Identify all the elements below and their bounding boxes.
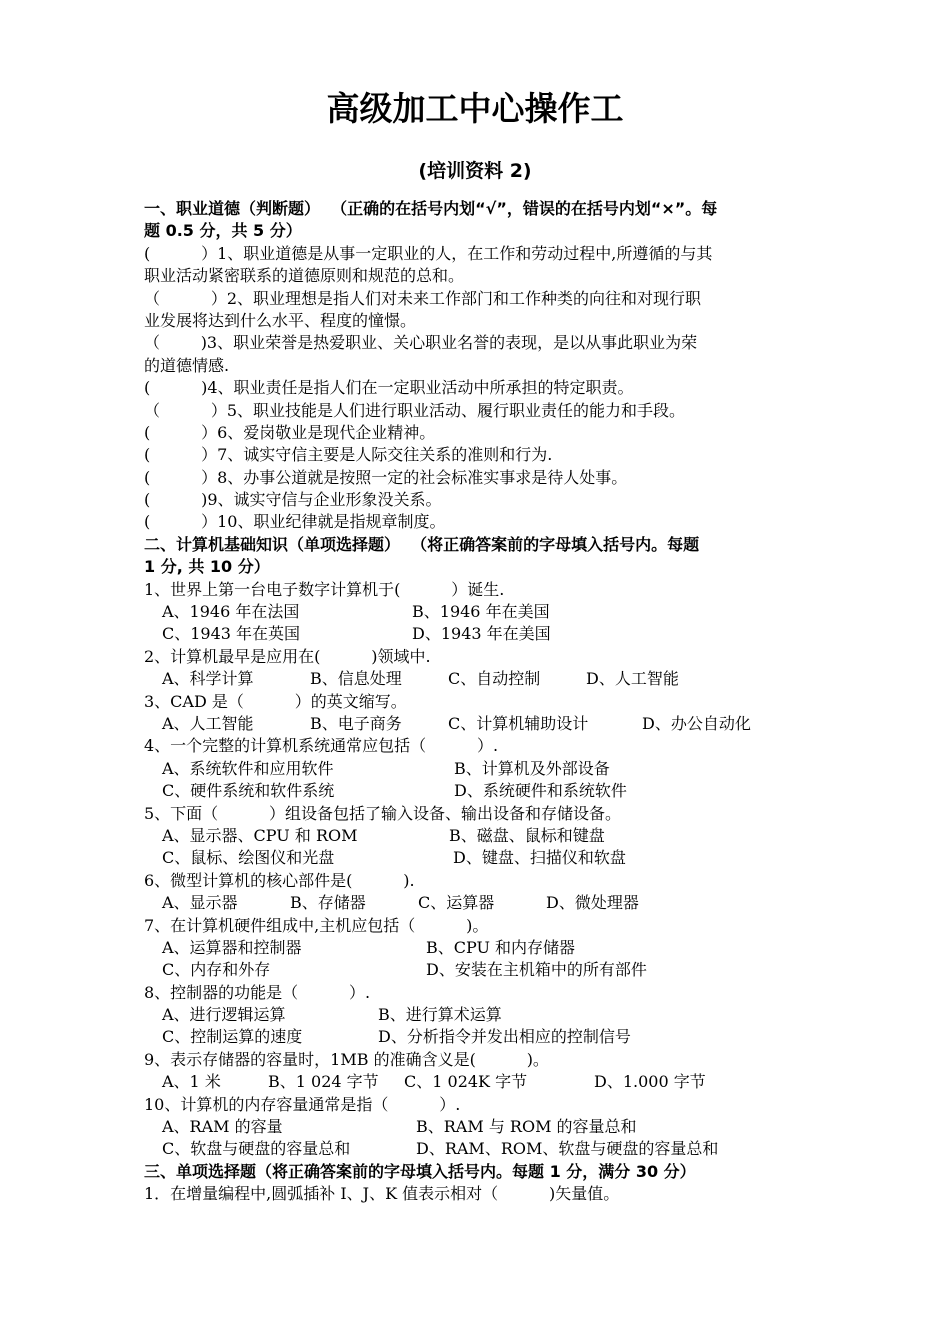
option-row [144, 1138, 812, 1160]
question-text: ( ）8、办事公道就是按照一定的社会标准实事求是待人处事。 [144, 467, 628, 487]
section-heading: 一、职业道德（判断题） （正确的在括号内划“√”，错误的在括号内划“×”。每 [144, 199, 718, 218]
document-body [144, 198, 812, 1206]
option-d: D、1943 年在美国 [412, 624, 551, 644]
option-c: C、1943 年在英国 [162, 624, 301, 644]
question-text: 7、在计算机硬件组成中,主机应包括（ )。 [144, 915, 489, 935]
option-c: C、硬件系统和软件系统 [162, 781, 335, 801]
option-c: C、运算器 [418, 893, 495, 913]
question-text: （ ）5、职业技能是人们进行职业活动、履行职业责任的能力和手段。 [144, 400, 686, 420]
option-a: A、显示器、CPU 和 ROM [162, 825, 358, 845]
option-b: B、RAM 与 ROM 的容量总和 [416, 1117, 637, 1137]
question-text: ( ）7、诚实守信主要是人际交往关系的准则和行为. [144, 445, 553, 465]
question-text: 10、计算机的内存容量通常是指（ ）. [144, 1094, 461, 1114]
option-row [144, 959, 812, 981]
option-c: C、自动控制 [448, 669, 541, 689]
option-d: D、分析指令并发出相应的控制信号 [378, 1027, 631, 1047]
option-c: C、计算机辅助设计 [448, 713, 589, 733]
option-d: D、办公自动化 [642, 713, 751, 733]
option-c: C、鼠标、绘图仪和光盘 [162, 848, 335, 868]
question-text: ( ）1、职业道德是从事一定职业的人，在工作和劳动过程中,所遵循的与其 [144, 243, 713, 263]
option-row [144, 1071, 812, 1093]
question-text: （ ）2、职业理想是指人们对未来工作部门和工作种类的向往和对现行职 [144, 288, 702, 308]
section-heading: 题 0.5 分，共 5 分） [144, 221, 302, 241]
option-a: A、1946 年在法国 [162, 602, 300, 622]
option-c: C、软盘与硬盘的容量总和 [162, 1139, 351, 1159]
document-title: 高级加工中心操作工 [326, 89, 624, 128]
option-d: D、1.000 字节 [594, 1072, 706, 1092]
option-b: B、计算机及外部设备 [454, 758, 610, 778]
option-a: A、运算器和控制器 [162, 937, 302, 957]
question-text: 的道德情感. [144, 355, 230, 375]
question-text: 业发展将达到什么水平、程度的憧憬。 [144, 310, 417, 330]
option-row [144, 1026, 812, 1048]
option-b: B、磁盘、鼠标和键盘 [449, 825, 605, 845]
option-d: D、人工智能 [586, 669, 679, 689]
question-text: ( )4、职业责任是指人们在一定职业活动中所承担的特定职责。 [144, 378, 634, 398]
option-d: D、安装在主机箱中的所有部件 [426, 960, 647, 980]
option-a: A、人工智能 [162, 713, 254, 733]
option-row [144, 713, 812, 735]
question-text: 6、微型计算机的核心部件是( ). [144, 870, 415, 890]
option-row [144, 1004, 812, 1026]
option-a: A、1 米 [162, 1072, 221, 1092]
question-text: 1．在增量编程中,圆弧插补 I、J、K 值表示相对（ )矢量值。 [144, 1184, 620, 1204]
option-b: B、电子商务 [310, 713, 402, 733]
option-row [144, 780, 812, 802]
option-c: C、内存和外存 [162, 960, 271, 980]
question-text: 职业活动紧密联系的道德原则和规范的总和。 [144, 266, 465, 286]
section-heading: 三、单项选择题（将正确答案前的字母填入括号内。每题 1 分，满分 30 分） [144, 1161, 696, 1181]
question-text: 4、一个完整的计算机系统通常应包括（ ）. [144, 736, 499, 756]
option-b: B、1946 年在美国 [412, 602, 550, 622]
option-row [144, 758, 812, 780]
question-text: ( ）6、爱岗敬业是现代企业精神。 [144, 422, 436, 442]
question-text: 3、CAD 是（ ）的英文缩写。 [144, 691, 407, 711]
option-c: C、1 024K 字节 [404, 1072, 528, 1092]
question-text: 9、表示存储器的容量时，1MB 的准确含义是( )。 [144, 1049, 549, 1069]
section-heading: 二、计算机基础知识（单项选择题） （将正确答案前的字母填入括号内。每题 [144, 534, 700, 554]
option-c: C、控制运算的速度 [162, 1027, 303, 1047]
section-heading: 1 分, 共 10 分） [144, 557, 270, 577]
option-b: B、信息处理 [310, 669, 402, 689]
option-a: A、显示器 [162, 893, 238, 913]
option-b: B、存储器 [290, 893, 366, 913]
option-d: D、微处理器 [546, 893, 639, 913]
option-b: B、CPU 和内存储器 [426, 937, 576, 957]
option-row [144, 937, 812, 959]
option-a: A、系统软件和应用软件 [162, 758, 334, 778]
option-row [144, 623, 812, 645]
option-row [144, 601, 812, 623]
question-text: （ )3、职业荣誉是热爱职业、关心职业名誉的表现，是以从事此职业为荣 [144, 333, 698, 353]
question-text: ( ）10、职业纪律就是指规章制度。 [144, 512, 446, 532]
option-a: A、进行逻辑运算 [162, 1005, 286, 1025]
option-d: D、键盘、扫描仪和软盘 [453, 848, 626, 868]
option-row [144, 825, 812, 847]
question-text: 2、计算机最早是应用在( )领域中. [144, 646, 431, 666]
option-b: B、进行算术运算 [378, 1005, 502, 1025]
question-text: 8、控制器的功能是（ ）. [144, 982, 371, 1002]
option-row [144, 668, 812, 690]
option-d: D、系统硬件和系统软件 [454, 781, 627, 801]
option-a: A、科学计算 [162, 669, 254, 689]
option-a: A、RAM 的容量 [162, 1117, 283, 1137]
document-subtitle: (培训资料 2) [418, 160, 532, 182]
question-text: 1、世界上第一台电子数字计算机于( ）诞生. [144, 579, 505, 599]
option-row [144, 892, 812, 914]
option-d: D、RAM、ROM、软盘与硬盘的容量总和 [416, 1139, 719, 1159]
option-b: B、1 024 字节 [268, 1072, 379, 1092]
option-row [144, 847, 812, 869]
option-row [144, 1116, 812, 1138]
question-text: 5、下面（ ）组设备包括了输入设备、输出设备和存储设备。 [144, 803, 622, 823]
question-text: ( )9、诚实守信与企业形象没关系。 [144, 490, 442, 510]
